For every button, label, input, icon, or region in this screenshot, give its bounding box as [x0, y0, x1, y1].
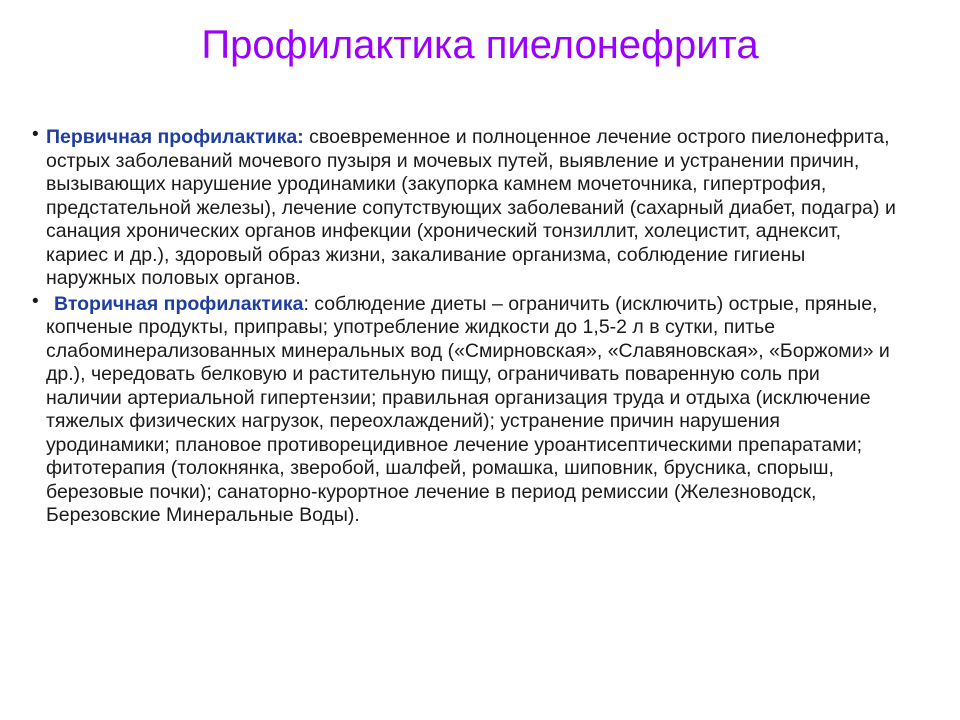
- bullet-primary-prevention: [32, 124, 896, 291]
- bullet-dot-icon: •: [32, 124, 39, 145]
- bullet-text: : соблюдение диеты – ограничить (исключить) острые, пряные, копченые продукты, приправы; употребление жидкости до 1,5-2 л в сутки, питье слабоминерализованных минеральных вод («Смирновская», «Славяновская», «Боржоми» и др.), чередовать белковую и растительную пищу, ограничивать поваренную соль при наличии артериальной гипертензии; правильная организация труда и отдыха (исключение тяжелых физических нагрузок, переохлаждений); устранение причин нарушения уродинамики; плановое противорецидивное лечение уроантисептическими препаратами; фитотерапия (толокнянка, зверобой, шалфей, ромашка, шиповник, брусника, спорыш, березовые почки); санаторно-курортное лечение в период ремиссии (Железноводск, Березовские Минеральные Воды).: [46, 292, 890, 526]
- slide-content: [32, 124, 896, 530]
- bullet-text: своевременное и полноценное лечение острого пиелонефрита, острых заболеваний мочевого пузыря и мочевых путей, выявление и устранении причин, вызывающих нарушение уродинамики (закупорка камнем мочеточника, гипертрофия, предстательной железы), лечение сопутствующих заболеваний (сахарный диабет, подагра) и санация хронических органов инфекции (хронический тонзиллит, холецистит, аднексит, кариес и др.), здоровый образ жизни, закаливание организма, соблюдение гигиены наружных половых органов.: [46, 126, 896, 289]
- slide-title: Профилактика пиелонефрита: [201, 23, 759, 67]
- bullet-dot-icon: •: [32, 290, 39, 312]
- bullet-lead: Первичная профилактика:: [46, 126, 304, 148]
- bullet-lead: Вторичная профилактика: [54, 292, 304, 315]
- bullet-secondary-prevention: [32, 290, 896, 528]
